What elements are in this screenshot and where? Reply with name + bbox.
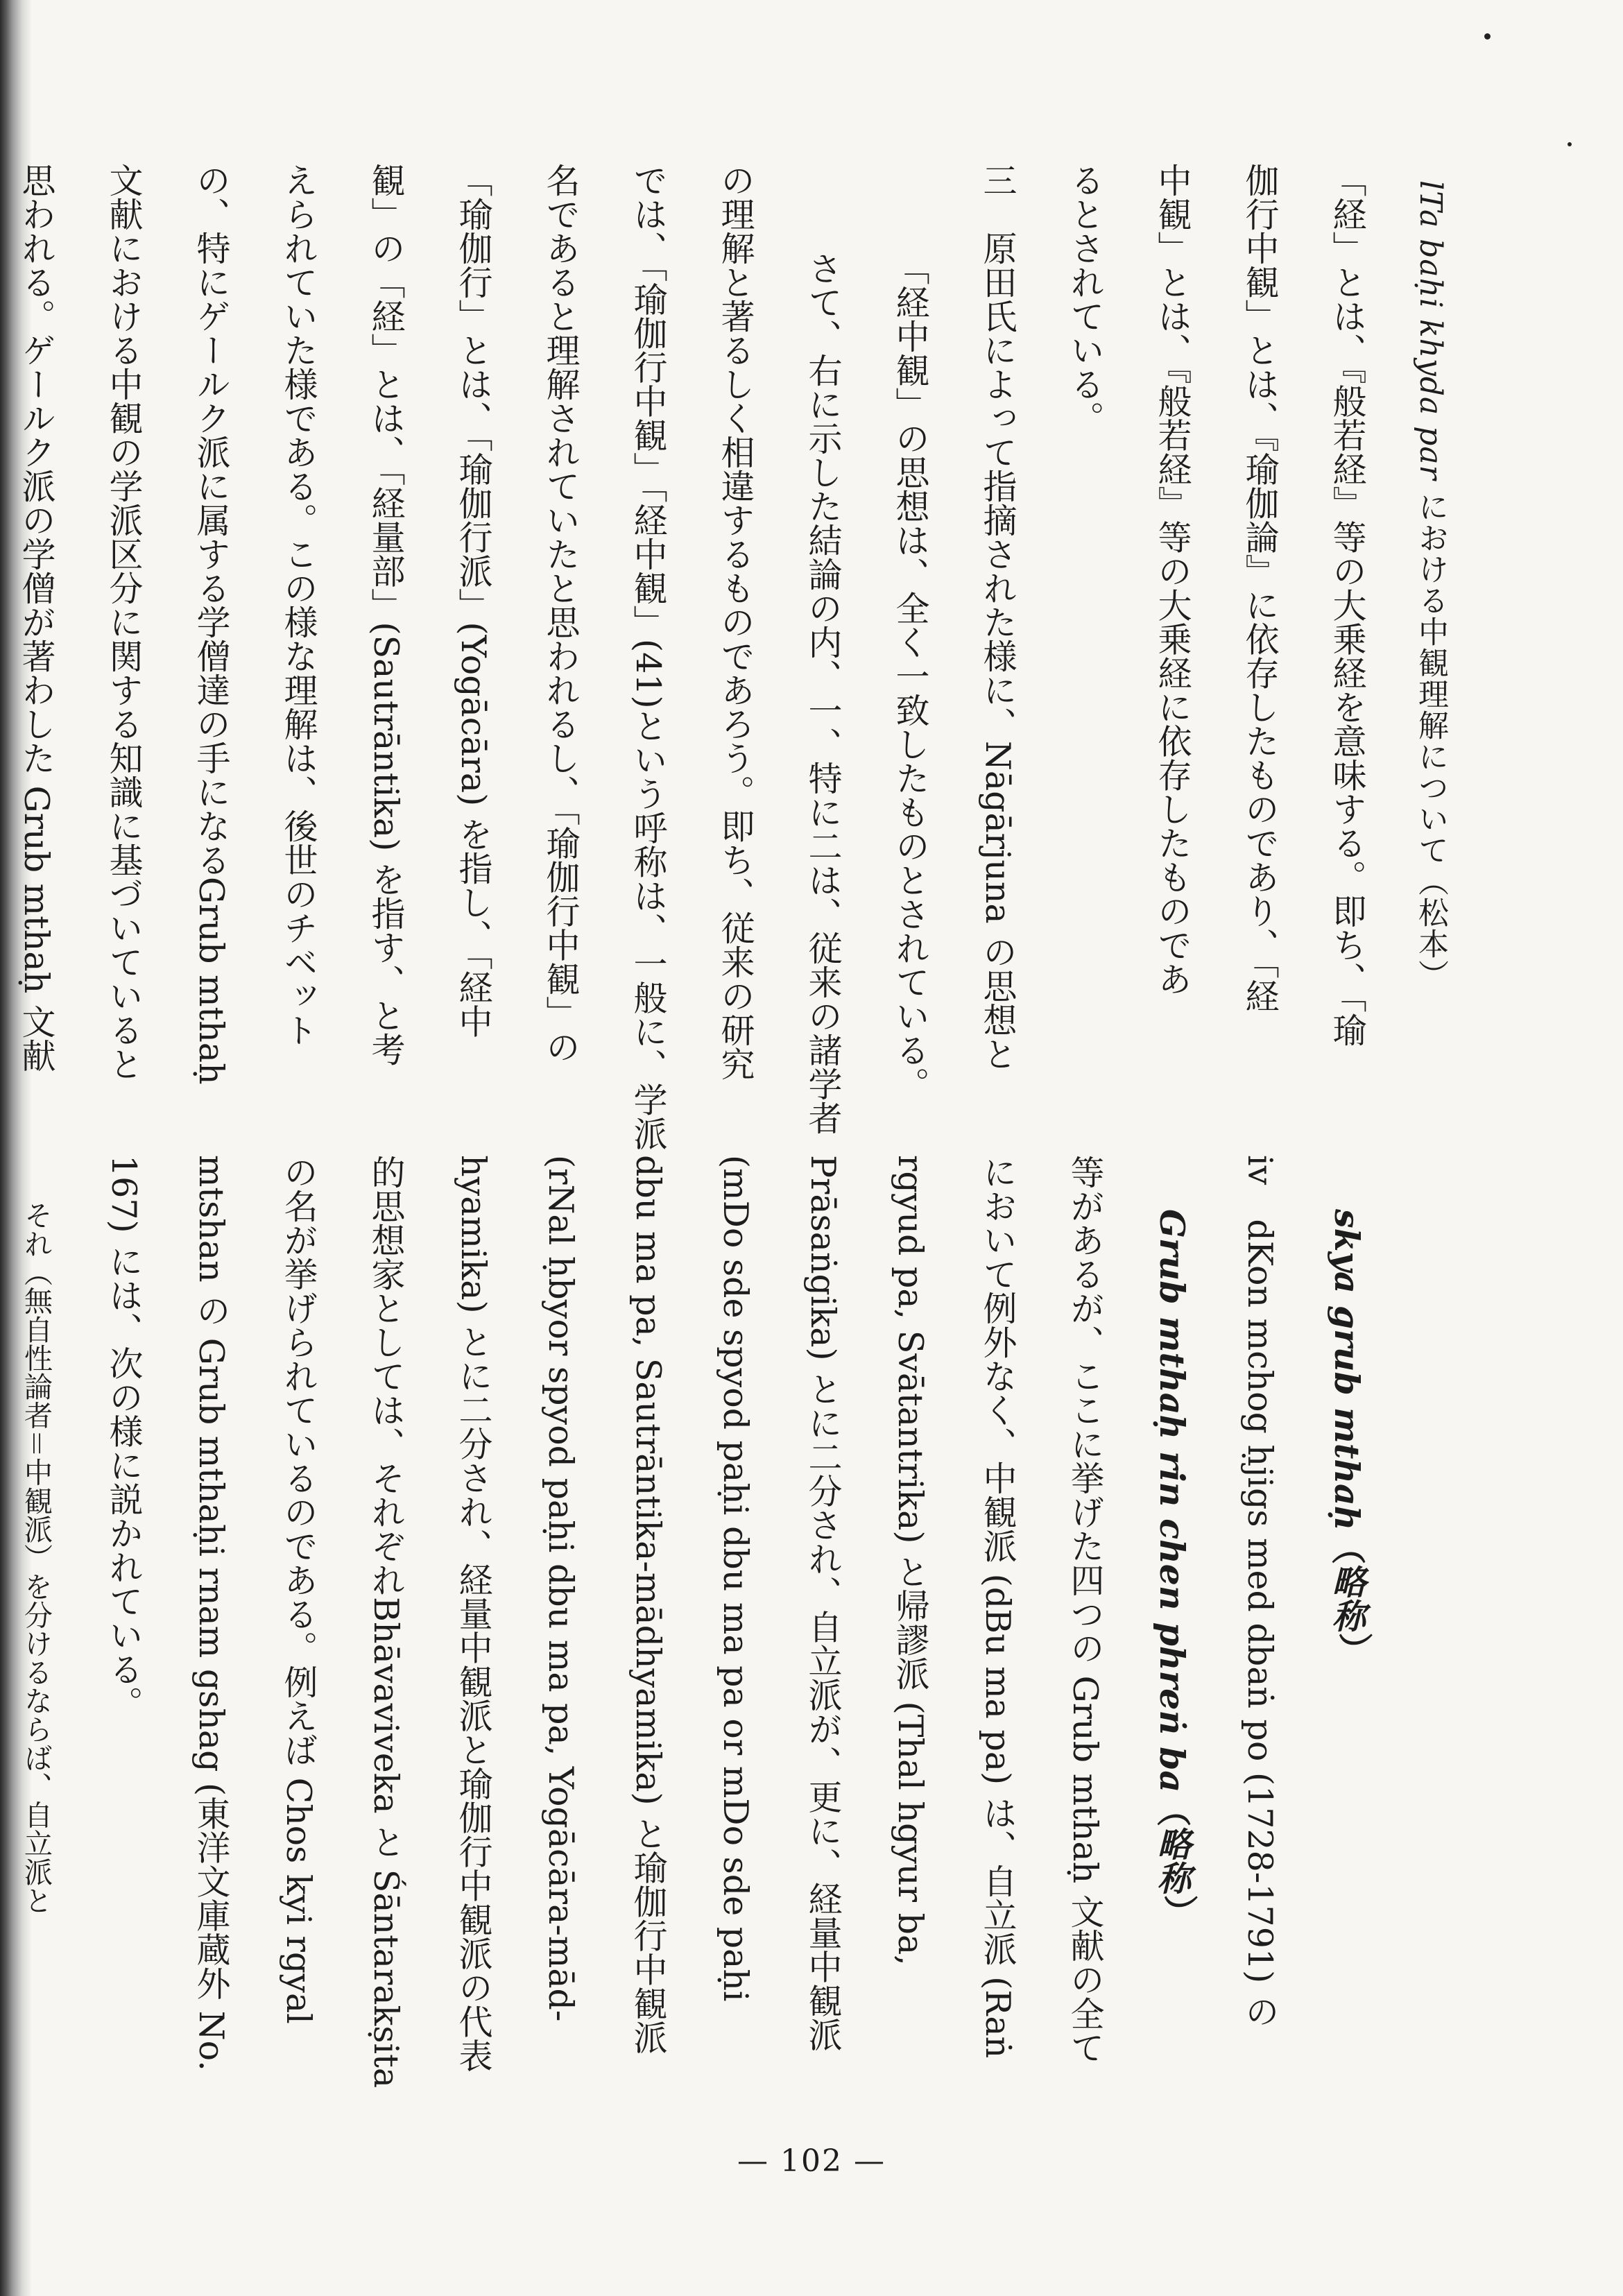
text-line: 中観」とは、『般若経』等の大乗経に依存したものであ — [1153, 163, 1192, 996]
text-line: の、特にゲールク派に属する学僧達の手になるGrub mthaḥ — [191, 163, 231, 1085]
text-line: えられていた様である。この様な理解は、後世のチベット — [279, 163, 318, 1047]
text-line: の名が挙げられているのである。例えば Chos kyi rgyal — [279, 1155, 318, 2024]
running-header-title: lTa baḥi khyda par — [1413, 180, 1448, 481]
running-header — [1408, 180, 1452, 991]
text-line: 名であると理解されていたと思われるし、「瑜伽行中観」の — [541, 163, 581, 1064]
text-line: 「経」とは、『般若経』等の大乗経を意味する。即ち、「瑜 — [1328, 163, 1367, 1047]
text-line: (rNal ḥbyor spyod paḥi dbu ma pa, Yogācāra-mād- — [541, 1155, 581, 2022]
scan-speck — [1568, 142, 1572, 146]
text-line: るとされている。 — [1065, 163, 1105, 435]
text-line: hyamika) とに二分され、経量中観派と瑜伽行中観派の代表 — [454, 1155, 493, 2073]
running-header-rest: における中観理解について（松本） — [1413, 480, 1448, 991]
text-line: 思われる。ゲールク派の学僧が著わした Grub mthaḥ 文献 — [17, 163, 56, 1072]
text-column-upper — [0, 163, 1391, 1151]
text-line: Prāsaṅgika) とに二分され、自立派が、更に、経量中観派 — [803, 1155, 843, 2052]
text-line: dbu ma pa, Sautrāntika-mādhyamika) と瑜伽行中観派 — [628, 1155, 668, 2055]
scan-speck — [1484, 33, 1491, 40]
text-line: 文献における中観の学派区分に関する知識に基づいていると — [104, 163, 144, 1081]
page-number: — 102 — — [737, 2143, 886, 2179]
text-line: mtshan の Grub mthaḥi rnam gshag (東洋文庫蔵外 No. — [191, 1155, 231, 2071]
list-item-cont: skya grub mthaḥ（略称） — [1327, 1209, 1367, 1667]
text-line: において例外なく、中観派 (dBu ma pa) は、自立派 (Raṅ — [978, 1155, 1017, 2059]
list-item: iv dKon mchog ḥjigs med dbaṅ po (1728-1791) の — [1240, 1155, 1280, 2028]
text-line: 伽行中観」とは、『瑜伽論』に依存したものであり、「経 — [1240, 163, 1280, 1013]
text-line: さて、右に示した結論の内、一、特に二は、従来の諸学者 — [803, 251, 843, 1136]
text-line: の理解と著るしく相違するものであろう。即ち、従来の研究 — [716, 163, 755, 1081]
text-line: 観」の「経」とは、「経量部」(Sautrāntika) を指す、と考 — [366, 163, 406, 1066]
text-line: 167) には、次の様に説かれている。 — [104, 1155, 144, 1720]
text-line: rgyud pa, Svātantrika) と帰謬派 (Thal hgyur ba, — [891, 1155, 930, 1966]
text-line: では、「瑜伽行中観」「経中観」(41)という呼称は、一般に、学派 — [628, 163, 668, 1151]
text-line: (mDo sde spyod paḥi dbu ma pa or mDo sde paḥi — [716, 1155, 755, 2002]
text-line: 的思想家としては、それぞれBhāvaviveka と Śāntarakṣita — [366, 1155, 406, 2089]
text-line: 三 原田氏によって指摘された様に、Nāgārjuna の思想と — [978, 163, 1017, 1071]
quote-line: それ（無自性論者＝中観派）を分けるならば、自立派と — [19, 1200, 53, 1914]
text-line: 等があるが、ここに挙げた四つの Grub mthaḥ 文献の全て — [1065, 1155, 1105, 2064]
list-item-title: Grub mthaḥ rin chen phreṅ ba（略称） — [1152, 1209, 1192, 1929]
text-column-lower — [0, 1155, 1391, 2105]
text-line: 「経中観」の思想は、全く一致したものとされている。 — [891, 251, 930, 1102]
text-line: 「瑜伽行」とは、「瑜伽行派」(Yogācāra) を指し、「経中 — [454, 163, 493, 1038]
